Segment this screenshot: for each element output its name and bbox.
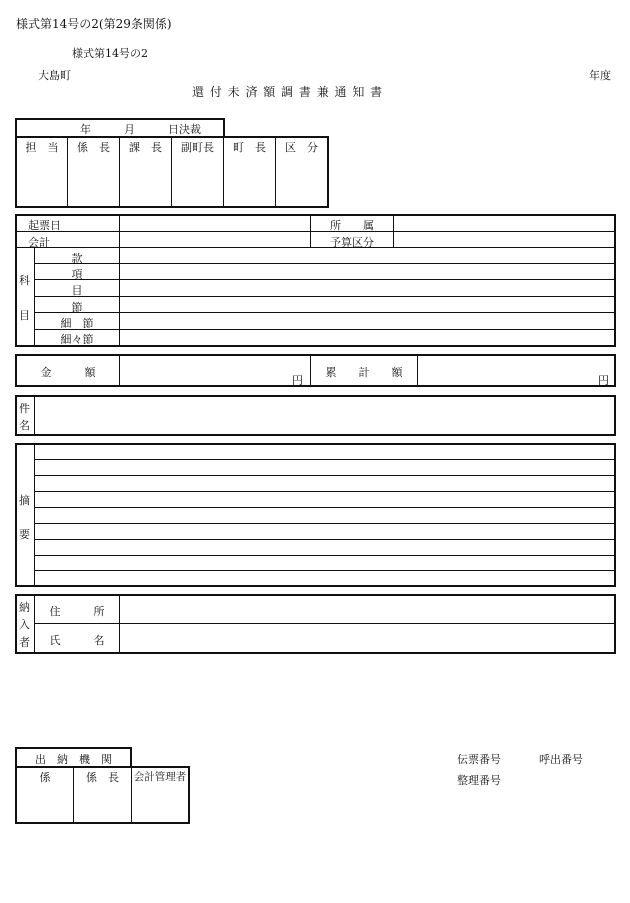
payer-name-label: 氏 名 bbox=[49, 634, 105, 647]
subject-row-setsu: 節 bbox=[71, 301, 83, 314]
payer-label-nyu: 入 bbox=[19, 618, 30, 631]
draft-date-label: 起票日 bbox=[28, 219, 61, 232]
amount-label: 金 額 bbox=[40, 366, 96, 379]
approval-date-label: 年 月 日決裁 bbox=[80, 123, 201, 136]
approval-col-chocho: 町 長 bbox=[233, 141, 266, 154]
budget-class-label: 予算区分 bbox=[330, 236, 374, 249]
subject-row-saisetsu: 細 節 bbox=[60, 317, 94, 330]
disbursement-col-kakari: 係 bbox=[39, 771, 51, 784]
summary-label-yo: 要 bbox=[19, 528, 30, 541]
approval-col-kakaricho: 係 長 bbox=[77, 141, 110, 154]
call-number-label: 呼出番号 bbox=[539, 753, 583, 766]
payer-label-sha: 者 bbox=[19, 636, 30, 649]
case-name-table bbox=[15, 395, 616, 436]
department-label: 所 属 bbox=[330, 219, 374, 232]
summary-label-teki: 摘 bbox=[19, 494, 30, 507]
subject-label-ka: 科 bbox=[19, 274, 30, 287]
approval-col-fukuchocho: 副町長 bbox=[181, 141, 214, 154]
form-subtitle: 様式第14号の2 bbox=[72, 47, 148, 60]
summary-table bbox=[15, 443, 616, 587]
accounting-label: 会計 bbox=[28, 236, 50, 249]
form-reference: 様式第14号の2(第29条関係) bbox=[16, 17, 172, 31]
cumulative-label: 累 計 額 bbox=[325, 366, 403, 379]
amount-yen: 円 bbox=[292, 374, 303, 387]
disbursement-col-kakaricho: 係 長 bbox=[86, 771, 119, 784]
town-name: 大島町 bbox=[38, 69, 71, 82]
subject-row-kan: 款 bbox=[71, 252, 83, 265]
payer-label-no: 納 bbox=[19, 601, 30, 614]
case-label-mei: 名 bbox=[19, 419, 30, 432]
payer-address-label: 住 所 bbox=[49, 605, 105, 618]
slip-number-label: 伝票番号 bbox=[457, 753, 501, 766]
approval-col-tanto: 担 当 bbox=[25, 141, 59, 154]
document-title: 還 付 未 済 額 調 書 兼 通 知 書 bbox=[192, 85, 384, 99]
disbursement-title: 出 納 機 関 bbox=[35, 753, 112, 766]
subject-row-ko: 項 bbox=[71, 268, 83, 281]
approval-col-kacho: 課 長 bbox=[129, 141, 162, 154]
disbursement-col-kaikeikanrisha: 会計管理者 bbox=[133, 771, 187, 783]
subject-row-saisaisetsu: 細々節 bbox=[60, 333, 94, 346]
approval-col-kubun: 区 分 bbox=[285, 141, 318, 154]
reference-number-label: 整理番号 bbox=[457, 774, 501, 787]
subject-label-moku: 目 bbox=[19, 309, 30, 322]
case-label-ken: 件 bbox=[19, 402, 30, 415]
subject-row-moku: 目 bbox=[71, 284, 83, 297]
fiscal-year-label: 年度 bbox=[589, 69, 611, 82]
cumulative-yen: 円 bbox=[598, 374, 609, 387]
